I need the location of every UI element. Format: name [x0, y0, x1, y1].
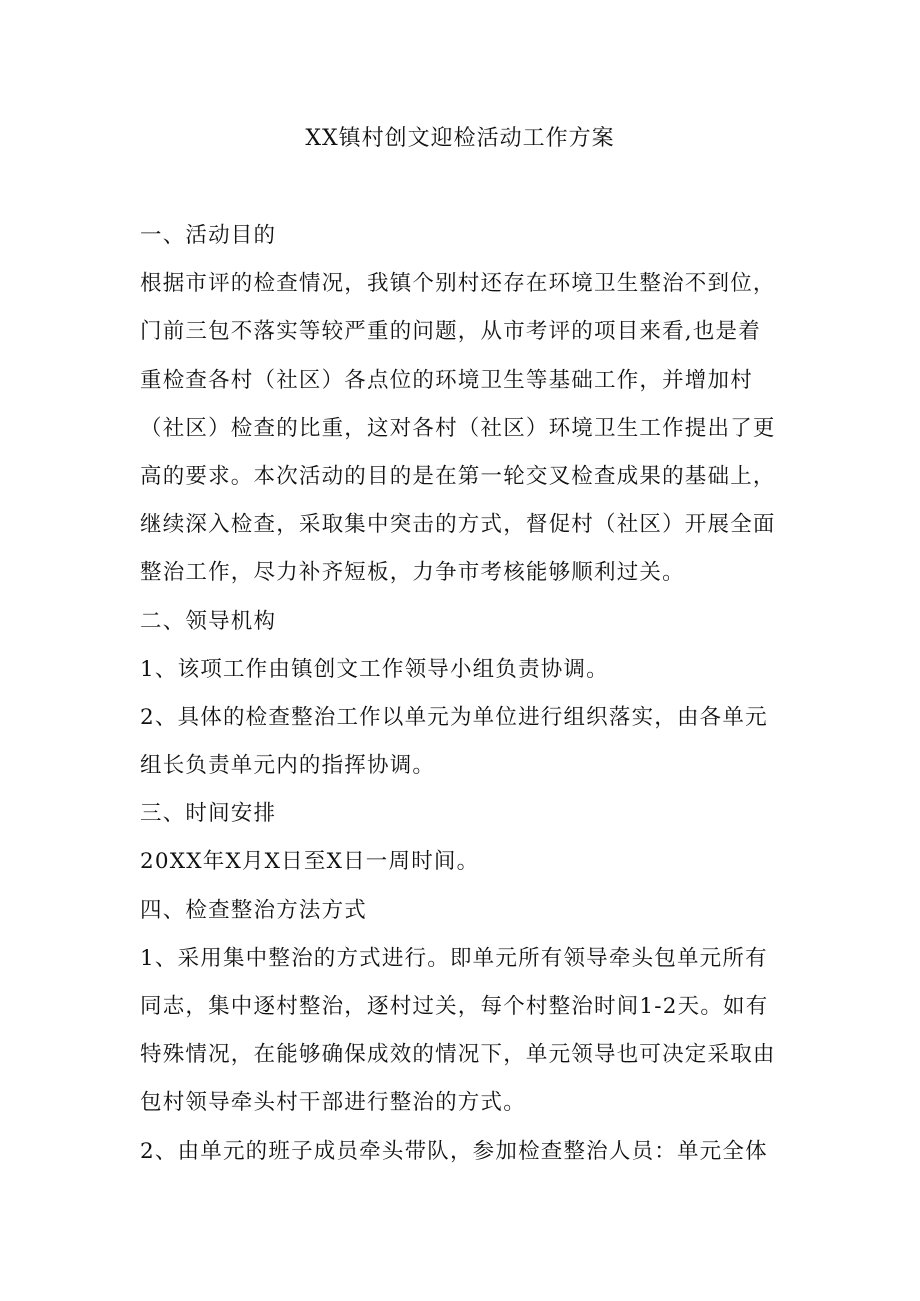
paragraph-line: 根据市评的检查情况，我镇个别村还存在环境卫生整治不到位， [140, 271, 776, 297]
document-body [140, 212, 785, 1176]
paragraph-line: 整治工作，尽力补齐短板，力争市考核能够顺利过关。 [140, 560, 685, 586]
paragraph-line: 继续深入检查，采取集中突击的方式，督促村（社区）开展全面 [140, 512, 776, 538]
heading-activity-purpose: 一、活动目的 [140, 223, 277, 248]
paragraph-line: 特殊情况，在能够确保成效的情况下，单元领导也可决定采取由 [140, 1042, 776, 1068]
paragraph-line: 重检查各村（社区）各点位的环境卫生等基础工作，并增加村 [140, 367, 753, 393]
paragraph-line: 1、该项工作由镇创文工作领导小组负责协调。 [140, 656, 609, 682]
paragraph-line: 组长负责单元内的指挥协调。 [140, 753, 436, 779]
paragraph-line: 同志，集中逐村整治，逐村过关，每个村整治时间1-2天。如有 [140, 994, 769, 1019]
paragraph-line: 包村领导牵头村干部进行整治的方式。 [140, 1090, 526, 1116]
paragraph-line: 2、由单元的班子成员牵头带队，参加检查整治人员：单元全体 [140, 1138, 768, 1164]
heading-leadership: 二、领导机构 [140, 608, 277, 634]
heading-methods: 四、检查整治方法方式 [140, 897, 368, 923]
paragraph-line: （社区）检查的比重，这对各村（社区）环境卫生工作提出了更 [140, 415, 776, 441]
paragraph-line: 2、具体的检查整治工作以单元为单位进行组织落实，由各单元 [140, 704, 768, 730]
heading-schedule: 三、时间安排 [140, 801, 277, 827]
paragraph-line: 门前三包不落实等较严重的问题，从市考评的项目来看,也是着 [140, 319, 761, 345]
paragraph-line: 20XX年X月X日至X日一周时间。 [140, 849, 480, 875]
paragraph-line: 高的要求。本次活动的目的是在第一轮交叉检查成果的基础上， [140, 463, 776, 489]
paragraph-line: 1、采用集中整治的方式进行。即单元所有领导牵头包单元所有 [140, 945, 768, 971]
document-title: XX镇村创文迎检活动工作方案 [305, 126, 615, 151]
